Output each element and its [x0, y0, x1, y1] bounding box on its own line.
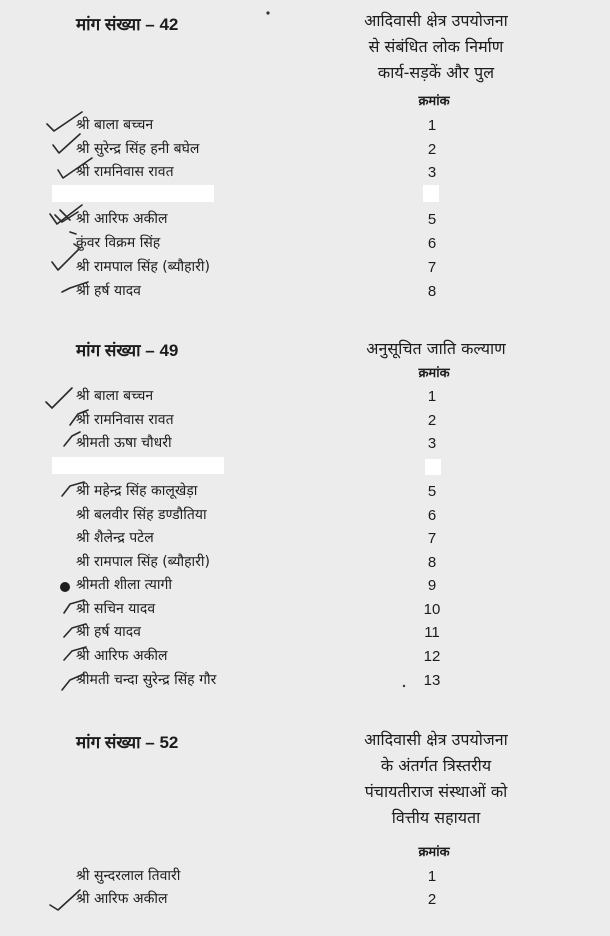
- member-name: श्री हर्ष यादव: [76, 283, 141, 299]
- serial-number: 2: [427, 141, 437, 158]
- member-name: श्री बाला बच्चन: [76, 388, 154, 404]
- member-name: श्री रामनिवास रावत: [76, 412, 174, 428]
- serial-number: 10: [423, 601, 441, 618]
- demand-number-heading: मांग संख्या – 42: [76, 15, 179, 34]
- member-name: श्री बाला बच्चन: [76, 117, 154, 133]
- check-icon: [64, 432, 80, 446]
- member-name: श्री आरिफ अकील: [76, 648, 168, 664]
- ink-blot-icon: [60, 582, 70, 592]
- check-icon: [53, 134, 80, 153]
- check-icon: [46, 388, 72, 408]
- member-name: श्री महेन्द्र सिंह कालूखेड़ा: [76, 483, 198, 499]
- serial-number: 1: [427, 868, 437, 885]
- title-line: से संबंधित लोक निर्माण: [368, 37, 504, 56]
- member-name: श्री रामनिवास रावत: [76, 164, 174, 180]
- member-name: श्री बलवीर सिंह डण्डौतिया: [76, 507, 207, 523]
- check-icon: [52, 250, 78, 270]
- ink-dot-icon: [266, 11, 269, 14]
- serial-number: 8: [427, 283, 437, 300]
- check-icon: [64, 624, 86, 637]
- check-icon: [47, 112, 82, 131]
- serial-number: 2: [427, 412, 437, 429]
- check-icon: [50, 890, 80, 910]
- ink-dot-icon: [403, 685, 405, 687]
- serial-number: 6: [427, 235, 437, 252]
- serial-number-label: क्रमांक: [418, 845, 450, 860]
- title-line: अनुसूचित जाति कल्याण: [366, 339, 506, 358]
- demand-number-heading: मांग संख्या – 49: [76, 341, 179, 360]
- member-name: श्री रामपाल सिंह (ब्यौहारी): [76, 259, 210, 275]
- title-line: आदिवासी क्षेत्र उपयोजना: [364, 11, 508, 30]
- serial-number-label: क्रमांक: [418, 94, 450, 109]
- member-name: श्री आरिफ अकील: [76, 211, 168, 227]
- serial-number: 9: [427, 577, 437, 594]
- check-icon: [62, 674, 84, 690]
- check-icon: [70, 232, 80, 248]
- title-line: पंचायतीराज संस्थाओं को: [364, 782, 508, 801]
- check-icon: [62, 482, 84, 496]
- title-line: आदिवासी क्षेत्र उपयोजना: [364, 730, 508, 749]
- title-line: के अंतर्गत त्रिस्तरीय: [380, 756, 492, 775]
- check-icon: [64, 600, 84, 613]
- serial-number: 3: [427, 435, 437, 452]
- member-name: श्री सुरेन्द्र सिंह हनी बघेल: [76, 141, 200, 157]
- check-icon: [64, 647, 86, 660]
- check-icon: [62, 282, 88, 292]
- serial-number: 1: [427, 117, 437, 134]
- member-name: कुंवर विक्रम सिंह: [76, 235, 161, 251]
- member-name: श्री रामपाल सिंह (ब्यौहारी): [76, 554, 210, 570]
- check-icon: [58, 158, 92, 178]
- check-icon: [55, 210, 78, 222]
- demand-number-heading: मांग संख्या – 52: [76, 733, 179, 752]
- serial-number: 12: [423, 648, 441, 665]
- member-name: श्रीमती शीला त्यागी: [76, 577, 172, 593]
- check-icon: [70, 410, 88, 425]
- serial-number: 11: [424, 624, 440, 641]
- serial-number-label: क्रमांक: [418, 366, 450, 381]
- serial-number: 6: [427, 507, 437, 524]
- serial-number: 1: [427, 388, 437, 405]
- serial-number: 5: [427, 483, 437, 500]
- member-name: श्रीमती चन्दा सुरेन्द्र सिंह गौर: [76, 672, 217, 688]
- member-name: श्री सचिन यादव: [76, 601, 156, 617]
- serial-number: 5: [427, 211, 437, 228]
- member-name: श्री शैलेन्द्र पटेल: [76, 530, 154, 546]
- member-name: श्री हर्ष यादव: [76, 624, 141, 640]
- serial-number: 7: [427, 530, 437, 547]
- serial-number: 2: [427, 891, 437, 908]
- serial-number: 13: [423, 672, 441, 689]
- member-name: श्री सुन्दरलाल तिवारी: [76, 868, 181, 884]
- serial-number: 7: [427, 259, 437, 276]
- title-line: कार्य-सड़कें और पुल: [377, 63, 495, 82]
- serial-number: 8: [427, 554, 437, 571]
- title-line: वित्तीय सहायता: [391, 808, 481, 827]
- member-name: श्रीमती ऊषा चौधरी: [76, 435, 172, 451]
- member-name: श्री आरिफ अकील: [76, 891, 168, 907]
- serial-number: 3: [427, 164, 437, 181]
